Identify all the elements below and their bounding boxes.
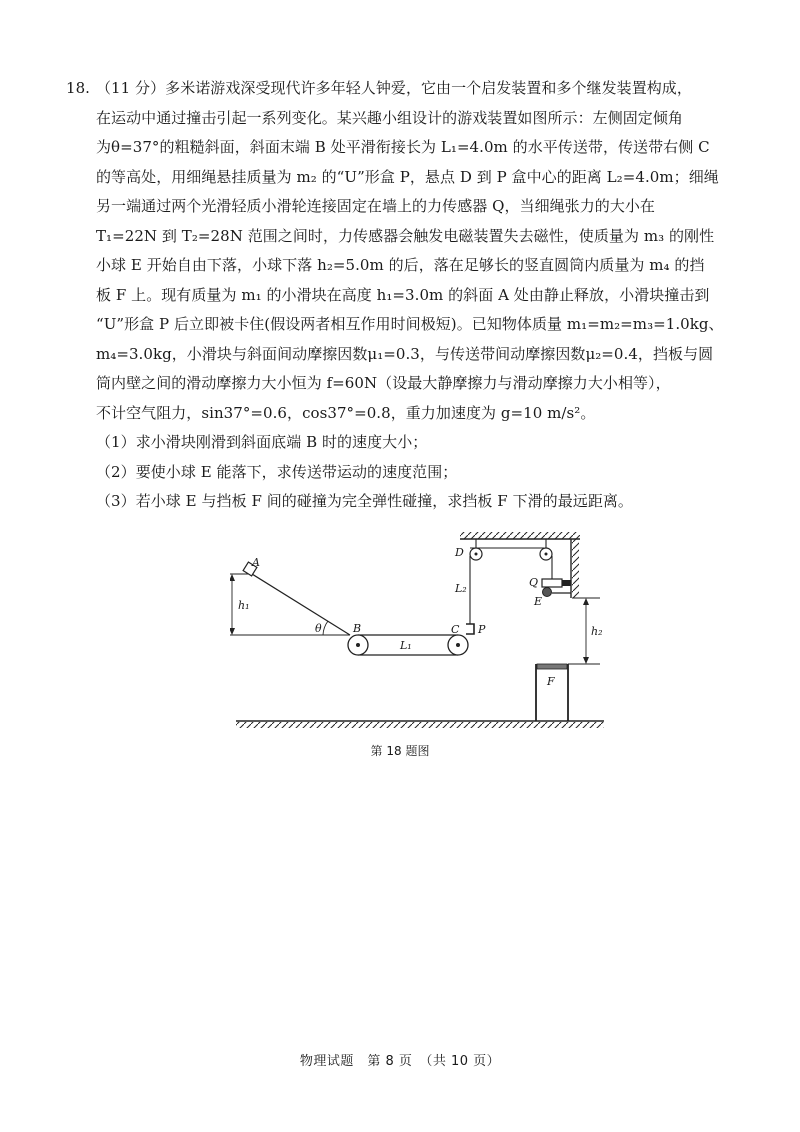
problem-line-4: 另一端通过两个光滑轻质小滑轮连接固定在墙上的力传感器 Q，当细绳张力的大小在 [96, 197, 655, 215]
problem-line-9: m₄=3.0kg，小滑块与斜面间动摩擦因数μ₁=0.3，与传送带间动摩擦因数μ₂=0.4，挡板与圆 [96, 344, 714, 363]
label-p: P [478, 623, 486, 636]
problem-line-8: “U”形盒 P 后立即被卡住(假设两者相互作用时间极短)。已知物体质量 m₁=m₂=m₃=1.0kg、 [96, 315, 724, 333]
ball-e [543, 588, 572, 597]
label-q: Q [529, 576, 539, 589]
problem-line-0 [66, 74, 726, 104]
problem-line-3: 的等高处，用细绳悬挂质量为 m₂ 的“U”形盒 P，悬点 D 到 P 盒中心的距离 L₂=4.0m；细绳 [96, 167, 719, 186]
problem-figure [230, 528, 610, 736]
problem-18 [66, 74, 726, 517]
pulley-right [540, 539, 552, 560]
problem-text: （11 分）多米诺游戏深受现代许多年轻人钟爱，它由一个启发装置和多个继发装置构成， [96, 79, 692, 97]
ceiling [460, 532, 580, 539]
wall [571, 539, 579, 598]
problem-line-6: 小球 E 开始自由下落，小球下落 h₂=5.0m 的后，落在足够长的竖直圆筒内质量为 m₄ 的挡 [96, 256, 705, 274]
label-f: F [547, 675, 555, 688]
page-footer: 物理试题 第 8 页 （共 10 页） [299, 1054, 501, 1069]
question-3: （3）若小球 E 与挡板 F 间的碰撞为完全弹性碰撞，求挡板 F 下滑的最远距离。 [96, 492, 633, 510]
label-a: A [252, 556, 260, 569]
question-2: （2）要使小球 E 能落下，求传送带运动的速度范围； [96, 462, 458, 481]
label-b: B [353, 622, 362, 635]
h1-dimension [230, 574, 235, 635]
label-d: D [455, 546, 464, 559]
problem-line-11: 不计空气阻力，sin37°=0.6，cos37°=0.8，重力加速度为 g=10 m/s²。 [96, 403, 596, 422]
label-c: C [451, 623, 460, 636]
label-h2: h₂ [591, 625, 603, 638]
problem-line-7: 板 F 上。现有质量为 m₁ 的小滑块在高度 h₁=3.0m 的斜面 A 处由静止释放，小滑块撞击到 [96, 285, 710, 304]
label-e: E [534, 595, 543, 608]
label-l2: L₂ [455, 582, 467, 595]
problem-line-1: 在运动中通过撞击引起一系列变化。某兴趣小组设计的游戏装置如图所示：左侧固定倾角 [96, 108, 683, 127]
apparatus-diagram [230, 528, 610, 736]
label-h1: h₁ [238, 599, 250, 612]
label-theta: θ [315, 622, 322, 635]
problem-line-10: 筒内壁之间的滑动摩擦力大小恒为 f=60N（设最大静摩擦力与滑动摩擦力大小相等）， [96, 374, 671, 392]
question-1: （1）求小滑块刚滑到斜面底端 B 时的速度大小； [96, 433, 428, 451]
problem-line-5: T₁=22N 到 T₂=28N 范围之间时，力传感器会触发电磁装置失去磁性，使质量为 m₃ 的刚性 [96, 226, 715, 245]
ground [236, 721, 604, 728]
problem-number: 18. [66, 79, 91, 97]
figure-caption: 第 18 题图 [370, 744, 430, 758]
label-l1: L₁ [400, 639, 412, 652]
force-sensor-q [542, 579, 571, 587]
rope [470, 548, 552, 624]
cylinder-f [536, 664, 568, 721]
problem-line-2: 为θ=37°的粗糙斜面，斜面末端 B 处平滑衔接长为 L₁=4.0m 的水平传送带，传送带右侧 C [96, 138, 710, 156]
u-box-p [466, 624, 474, 634]
pulley-d [470, 539, 482, 560]
